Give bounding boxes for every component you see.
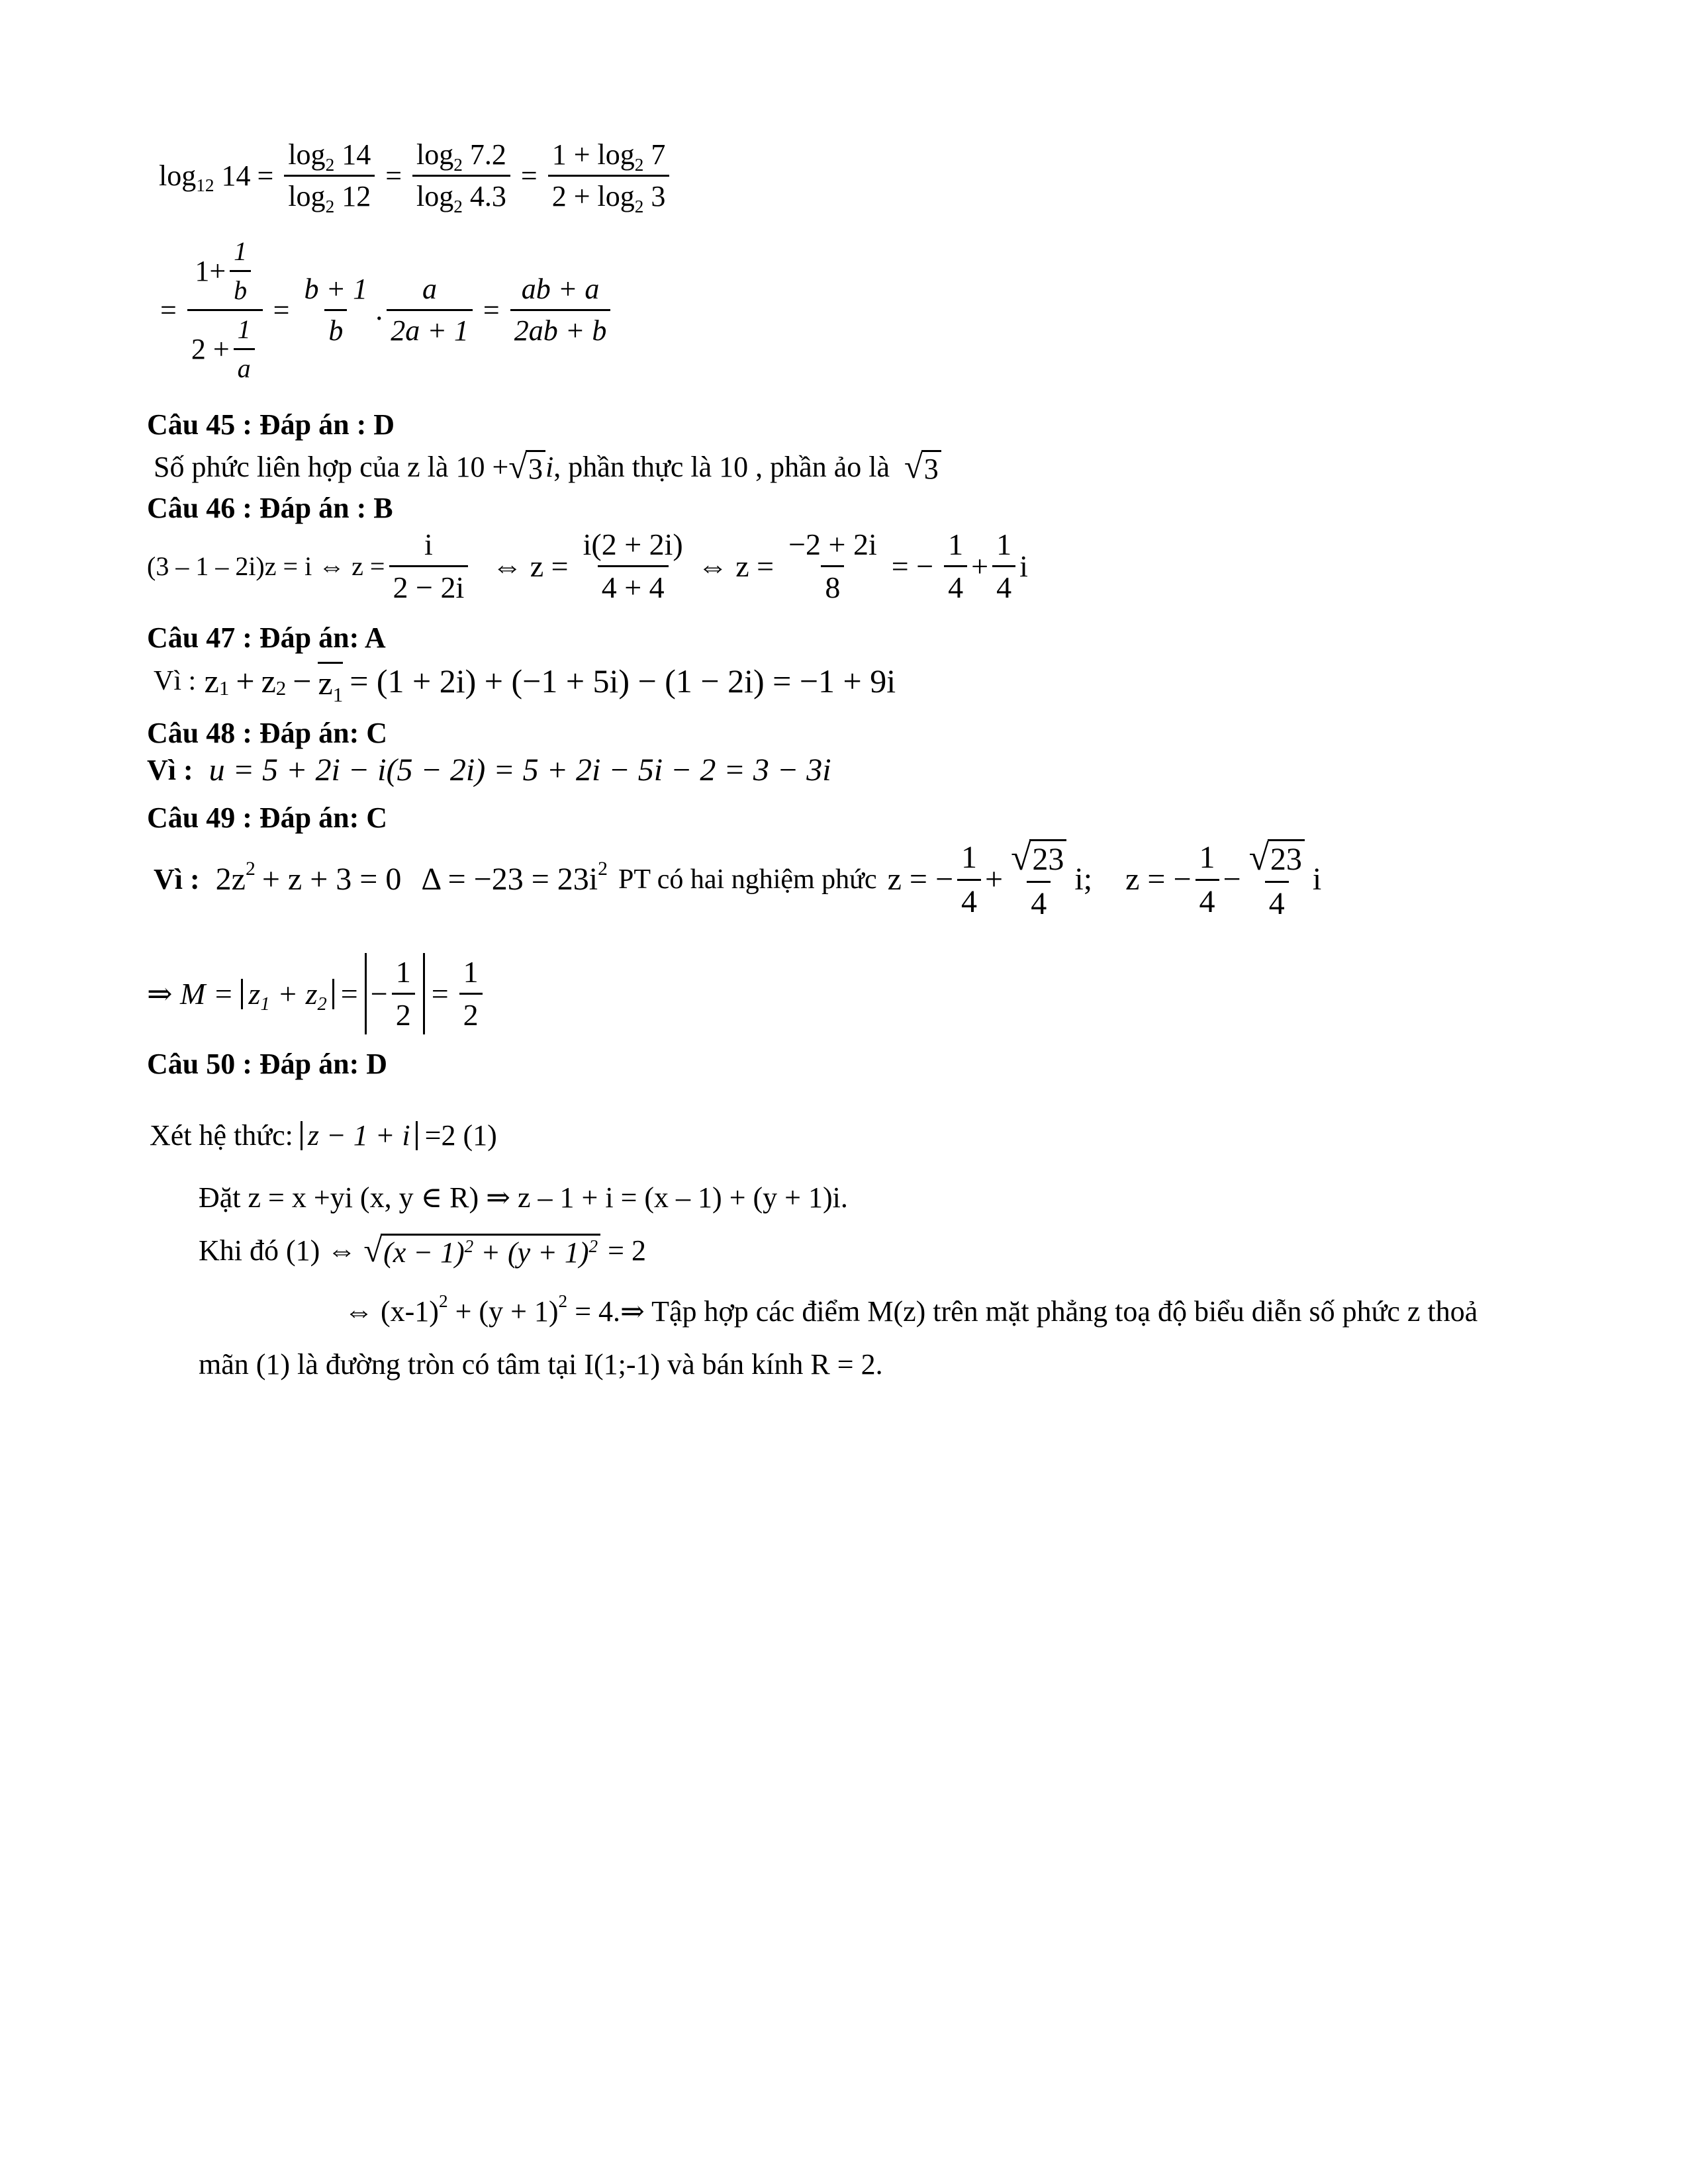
bottom-prefix: 2 + [191, 332, 230, 365]
q49-m-s2: 2 [317, 994, 327, 1015]
q47-heading: Câu 47 : Đáp án: A [147, 621, 386, 654]
equals-sign: = [273, 293, 290, 326]
q50-line-3 [199, 1234, 646, 1267]
f2-den-base: 2 [453, 196, 463, 216]
compound-fraction-line [154, 238, 614, 382]
q49-delta-sup: 2 [598, 857, 608, 880]
f3-den-arg: 3 [651, 180, 666, 212]
q49-r2-minus: − [1223, 862, 1241, 897]
q49-z-eq1: z = − [887, 862, 954, 897]
q49-m-inner-minus: − [370, 976, 388, 1011]
q49-r2-den2: 4 [1265, 881, 1289, 920]
q50-line3-rad-b: + (y + 1) [473, 1236, 589, 1269]
top-inner-num: 1 [234, 236, 248, 266]
q50-line3-rad-a: (x − 1) [383, 1236, 465, 1269]
q45-sqrt: √ 3 [508, 450, 545, 484]
result-fraction [510, 275, 611, 345]
q46-heading: Câu 46 : Đáp án : B [147, 492, 393, 524]
q49-m-pre: ⇒ M = [147, 976, 234, 1011]
q49-m-abs-2 [365, 953, 425, 1034]
top-inner-den: b [230, 270, 251, 304]
q47-z2: z [261, 662, 276, 700]
q49-root1-fraction [957, 839, 981, 919]
q45-rad: 3 [526, 450, 545, 484]
q49-r1-sqrt: √ 23 [1011, 839, 1066, 876]
q46-tail: i [1019, 549, 1028, 583]
q45-text-b: , phần thực là 10 , phần ảo là [553, 450, 890, 483]
g3-num: ab + a [521, 273, 600, 305]
q47-minus: − [293, 662, 312, 700]
equals-sign: = [483, 293, 500, 326]
q46-fraction-3 [784, 529, 881, 603]
q50-line1-post: =2 (1) [424, 1119, 497, 1152]
f3-num-base: 2 [634, 154, 644, 175]
q49-r2-den: 4 [1196, 879, 1219, 918]
q47-sub1b: 1 [332, 682, 344, 706]
lhs-log [159, 159, 251, 196]
q50-line-1 [150, 1121, 497, 1150]
q49-r1-den2: 4 [1027, 881, 1051, 920]
q49-r2-tail: i [1312, 862, 1322, 897]
q46-f1-den: 2 − 2i [389, 565, 469, 603]
dot-operator: . [375, 293, 383, 326]
q46-plus: + [971, 549, 989, 583]
q49-r1-den: 4 [957, 879, 981, 918]
q45-sqrt-2: √ 3 [904, 450, 941, 484]
f1-den-log: log [288, 180, 326, 212]
q49-z-eq2: z = − [1125, 862, 1192, 897]
lhs-arg: 14 [221, 159, 251, 192]
q50-line3-sup-b: 2 [588, 1236, 598, 1256]
q46-lhs: (3 – 1 – 2i)z = i ⇔ z = [147, 551, 385, 581]
q49-m-s1: 1 [260, 994, 270, 1015]
g1-num: b + 1 [304, 273, 368, 305]
q50-line4-b: + (y + 1) [447, 1295, 559, 1328]
q49-m-rden: 2 [459, 993, 483, 1030]
lhs-log-text: log [159, 159, 197, 192]
f1-den-arg: 12 [342, 180, 371, 212]
q46-equation [147, 529, 1028, 603]
g2-num: a [422, 273, 438, 305]
q49-root2-sqrt-fraction [1245, 839, 1309, 920]
q50-line4-c: = 4.⇒ Tập hợp các điểm M(z) trên mặt phẳng toạ độ biểu diễn số phức z thoả [567, 1295, 1478, 1328]
log-equation-line [159, 138, 673, 216]
bottom-inner-fraction [234, 316, 255, 382]
top-prefix: 1+ [195, 254, 226, 287]
q50-line-5: mãn (1) là đường tròn có tâm tại I(1;-1) và bán kính R = 2. [199, 1348, 883, 1381]
q49-m-eq2: = [431, 976, 449, 1011]
q45-text-a: Số phức liên hợp của z là [154, 450, 449, 483]
q49-r1-num: 1 [961, 839, 978, 875]
q46-f2-den: 4 + 4 [598, 565, 669, 603]
q49-r2-num: 1 [1199, 839, 1215, 875]
equals-sign: = [160, 293, 177, 326]
q50-line3-pre: Khi đó (1) ⇔ [199, 1234, 357, 1267]
q49-vi: Vì : [154, 863, 200, 896]
q46-f4-num: 1 [948, 527, 964, 561]
q46-f1-num: i [424, 527, 433, 561]
q48-heading: Câu 48 : Đáp án: C [147, 717, 388, 749]
q47-rest: = (1 + 2i) + (−1 + 5i) − (1 − 2i) = −1 + 9i [350, 662, 896, 700]
f1-num-log: log [288, 138, 326, 171]
q50-heading: Câu 50 : Đáp án: D [147, 1048, 388, 1080]
q49-m-plus: + z [277, 976, 318, 1011]
q46-fraction-5 [992, 529, 1015, 603]
equals-sign: = [520, 159, 538, 192]
lhs-base: 12 [196, 175, 214, 196]
q48-expr: u = 5 + 2i − i(5 − 2i) = 5 + 2i − 5i − 2 = 3 − 3i [209, 752, 831, 788]
q50-line4-a: ⇔ (x-1) [344, 1295, 439, 1328]
q50-line3-sup-a: 2 [464, 1236, 474, 1256]
q47-sub1: 1 [218, 676, 230, 700]
q49-root2-fraction [1196, 839, 1219, 919]
q49-eq-b: + z + 3 = 0 [261, 862, 402, 897]
q45-expr-pre: 10 + [455, 450, 509, 483]
q50-line1-abs: z − 1 + i [301, 1121, 418, 1150]
q49-equation [154, 839, 1321, 920]
q46-fraction-2 [579, 529, 687, 603]
q47-vi: Vì : [154, 665, 197, 696]
q49-m-num: 1 [395, 955, 411, 989]
q46-f5-num: 1 [996, 527, 1012, 561]
q50-line1-pre: Xét hệ thức: [150, 1119, 293, 1152]
equals-sign: = [385, 159, 402, 192]
f2-num-log: log [416, 138, 454, 171]
g2-den: 2a + 1 [387, 309, 473, 345]
f2-den-arg: 4.3 [469, 180, 506, 212]
q47-equation [154, 662, 896, 706]
f2-num-arg: 7.2 [469, 138, 506, 171]
fraction-b-plus-1-over-b [300, 275, 371, 345]
bottom-inner-num: 1 [237, 314, 251, 344]
q45-heading: Câu 45 : Đáp án : D [147, 408, 395, 441]
q46-eq3: ⇔ z = [697, 549, 774, 583]
q50-line3-sqrt: √ $(x - 1)^2 + (y + 1)^2$ [363, 1234, 600, 1267]
q45-i: i [545, 450, 554, 483]
q49-eq-a: 2z [215, 862, 246, 897]
f2-num-base: 2 [453, 154, 463, 175]
g3-den: 2ab + b [510, 309, 611, 345]
f3-den-pre: 2 + log [551, 180, 635, 212]
q48-vi: Vì : [147, 754, 193, 786]
q49-m-z: z [248, 976, 261, 1011]
q50-line4-sup-a: 2 [438, 1291, 448, 1312]
q49-m-eq: = [340, 976, 358, 1011]
q46-eq2: ⇔ z = [492, 549, 569, 583]
q49-r1-rad: 23 [1029, 839, 1066, 876]
fraction-a-over-2a-plus-1 [387, 275, 473, 345]
q45-line [154, 450, 941, 484]
q49-r2-rad: 23 [1268, 839, 1305, 876]
q49-root1-sqrt-fraction [1007, 839, 1070, 920]
f3-den-base: 2 [634, 196, 644, 216]
q46-fraction-1 [389, 529, 469, 603]
log-fraction-3 [548, 138, 670, 216]
q49-r1-plus: + [985, 862, 1004, 897]
q49-r1-tail: i; [1074, 862, 1093, 897]
q45-rad-2: 3 [921, 450, 941, 484]
q46-f2-num: i(2 + 2i) [583, 527, 683, 561]
q49-m-abs [241, 976, 334, 1015]
q49-eq-sup: 2 [245, 857, 256, 880]
q49-heading: Câu 49 : Đáp án: C [147, 801, 388, 834]
log-fraction-2 [412, 138, 510, 216]
q46-f5-den: 4 [992, 565, 1015, 603]
f1-den-base: 2 [325, 196, 335, 216]
q49-m-den: 2 [392, 993, 415, 1030]
q46-f3-num: −2 + 2i [788, 527, 877, 561]
q47-sub2: 2 [275, 676, 287, 700]
q47-z1b: z [318, 664, 333, 702]
compound-fraction [187, 238, 263, 382]
equals-sign: = [257, 159, 274, 192]
q49-delta: Δ = −23 = 23i [421, 862, 598, 897]
q46-fraction-4 [944, 529, 967, 603]
q47-conjugate-z1 [318, 662, 344, 706]
q49-modulus-line [147, 953, 487, 1034]
q49-m-result-fraction [459, 957, 483, 1030]
q46-f3-den: 8 [821, 565, 844, 603]
q46-eq4: = − [891, 549, 934, 583]
q49-m-rnum: 1 [463, 955, 479, 989]
f1-num-arg: 14 [342, 138, 371, 171]
q49-r2-sqrt: √ 23 [1249, 839, 1305, 876]
q49-m-inner-fraction [392, 957, 415, 1030]
q50-line3-post: = 2 [608, 1234, 646, 1267]
f3-num-pre: 1 + log [551, 138, 635, 171]
bottom-inner-den: a [234, 348, 255, 382]
log-fraction-1 [284, 138, 375, 216]
q50-line-4 [344, 1291, 1478, 1328]
f3-num-arg: 7 [651, 138, 666, 171]
q46-f4-den: 4 [944, 565, 967, 603]
f2-den-log: log [416, 180, 454, 212]
q50-line-2: Đặt z = x +yi (x, y ∈ R) ⇒ z – 1 + i = (x – 1) + (y + 1)i. [199, 1181, 848, 1214]
q47-plus: + [236, 662, 255, 700]
q50-line4-sup-b: 2 [558, 1291, 568, 1312]
q47-z1: z [204, 662, 219, 700]
top-inner-fraction [230, 238, 251, 304]
g1-den: b [324, 309, 347, 345]
f1-num-base: 2 [325, 154, 335, 175]
q48-equation [147, 754, 831, 786]
q49-text: PT có hai nghiệm phức [618, 864, 877, 895]
